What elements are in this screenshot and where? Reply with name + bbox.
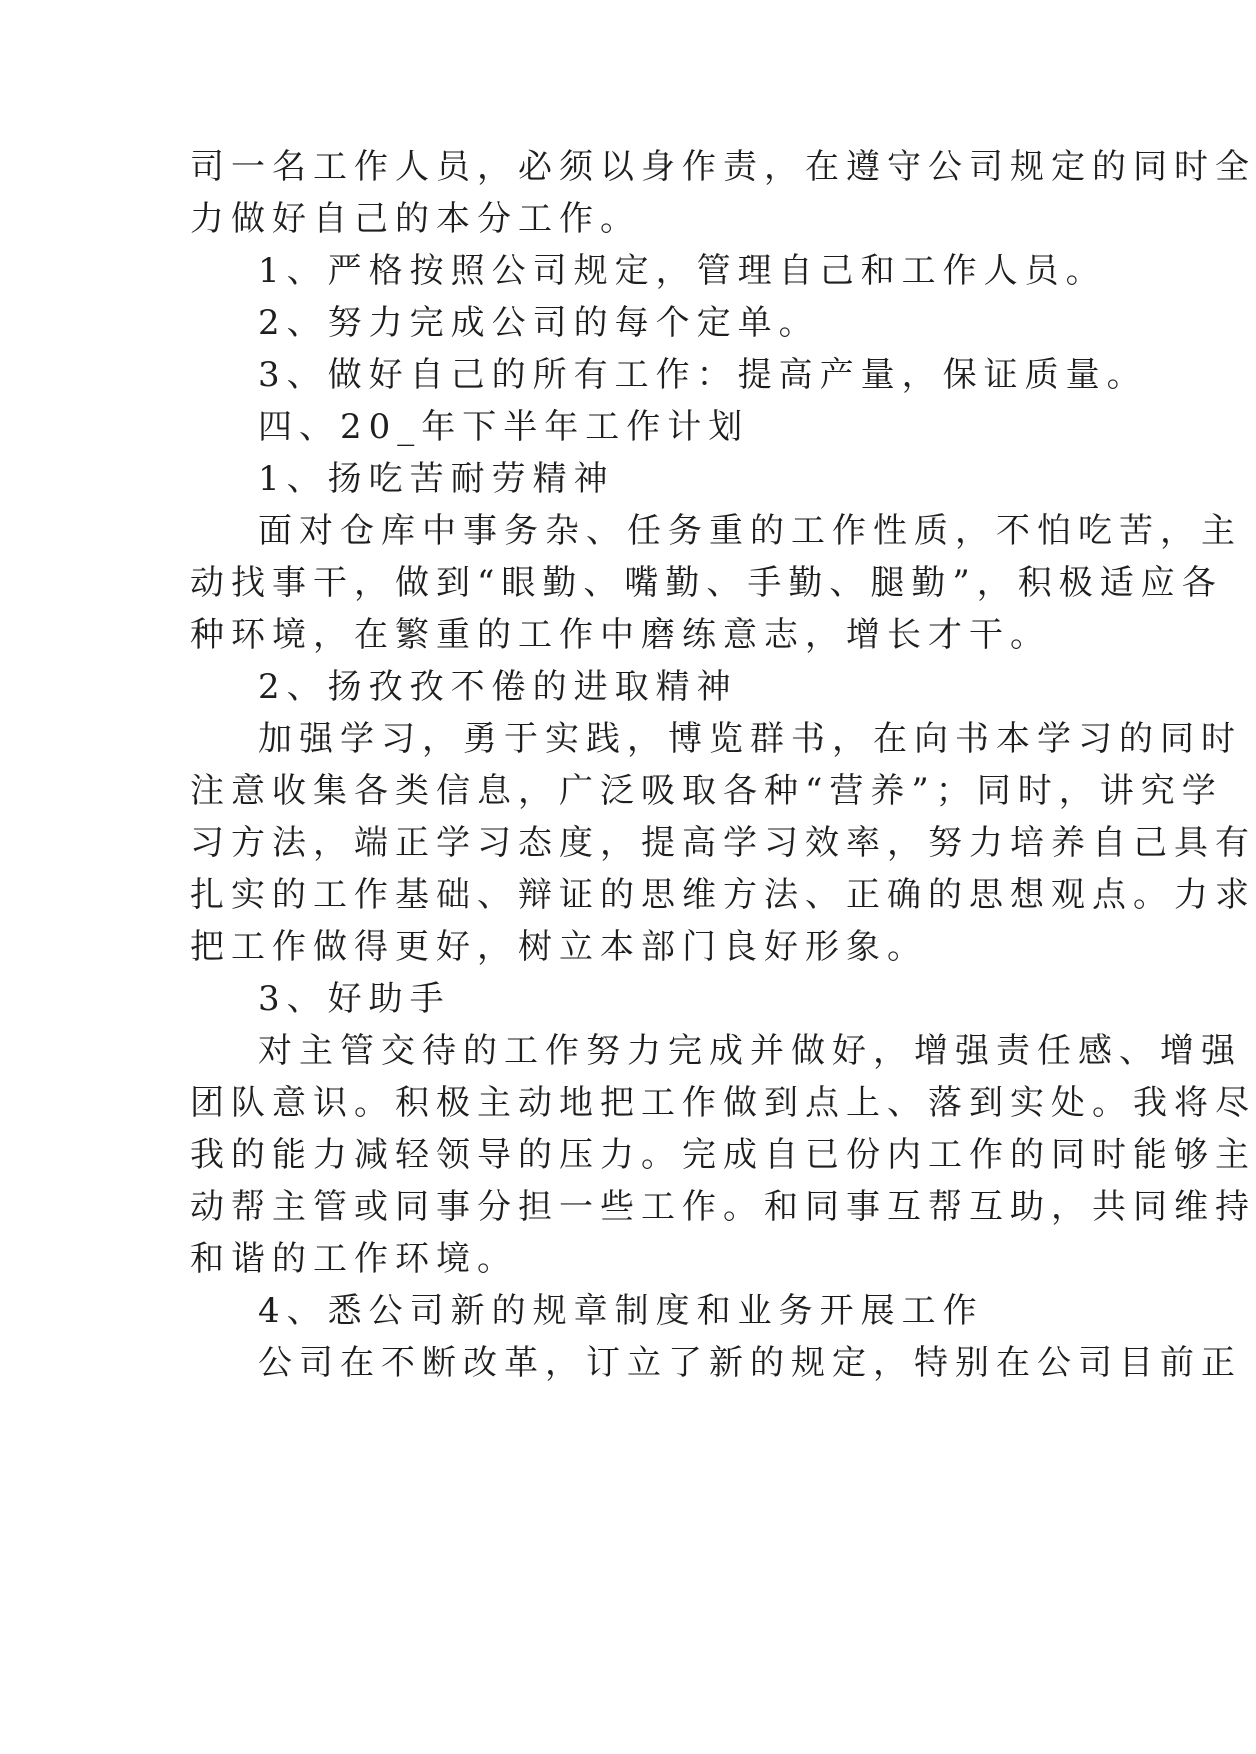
text-line: 力做好自己的本分工作。 [190,199,641,239]
text-line: 动帮主管或同事分担一些工作。和同事互帮互助，共同维持 [190,1187,1256,1227]
text-line: 我的能力减轻领导的压力。完成自已份内工作的同时能够主 [190,1135,1256,1175]
list-item: 2、努力完成公司的每个定单。 [258,303,820,343]
subsection-heading: 4、悉公司新的规章制度和业务开展工作 [258,1291,984,1331]
text-line: 加强学习，勇于实践，博览群书，在向书本学习的同时 [258,719,1242,759]
subsection-heading: 3、好助手 [258,979,451,1019]
text-line: 对主管交待的工作努力完成并做好，增强责任感、增强 [258,1031,1242,1071]
section-heading: 四、20_年下半年工作计划 [258,407,750,447]
text-line: 面对仓库中事务杂、任务重的工作性质，不怕吃苦，主 [258,511,1242,551]
subsection-heading: 2、扬孜孜不倦的进取精神 [258,667,738,707]
list-item: 3、做好自己的所有工作：提高产量，保证质量。 [258,355,1148,395]
text-line: 团队意识。积极主动地把工作做到点上、落到实处。我将尽 [190,1083,1256,1123]
text-line: 和谐的工作环境。 [190,1239,518,1279]
text-line: 种环境，在繁重的工作中磨练意志，增长才干。 [190,615,1051,655]
text-line: 注意收集各类信息，广泛吸取各种“营养”；同时，讲究学 [190,771,1223,811]
list-item: 1、严格按照公司规定，管理自己和工作人员。 [258,251,1107,291]
text-line: 动找事干，做到“眼勤、嘴勤、手勤、腿勤”，积极适应各 [190,563,1223,603]
text-line: 公司在不断改革，订立了新的规定，特别在公司目前正 [258,1343,1242,1383]
text-line: 把工作做得更好，树立本部门良好形象。 [190,927,928,967]
subsection-heading: 1、扬吃苦耐劳精神 [258,459,615,499]
text-line: 习方法，端正学习态度，提高学习效率，努力培养自己具有 [190,823,1256,863]
text-line: 扎实的工作基础、辩证的思维方法、正确的思想观点。力求 [190,875,1256,915]
text-line: 司一名工作人员，必须以身作责，在遵守公司规定的同时全 [190,147,1256,187]
